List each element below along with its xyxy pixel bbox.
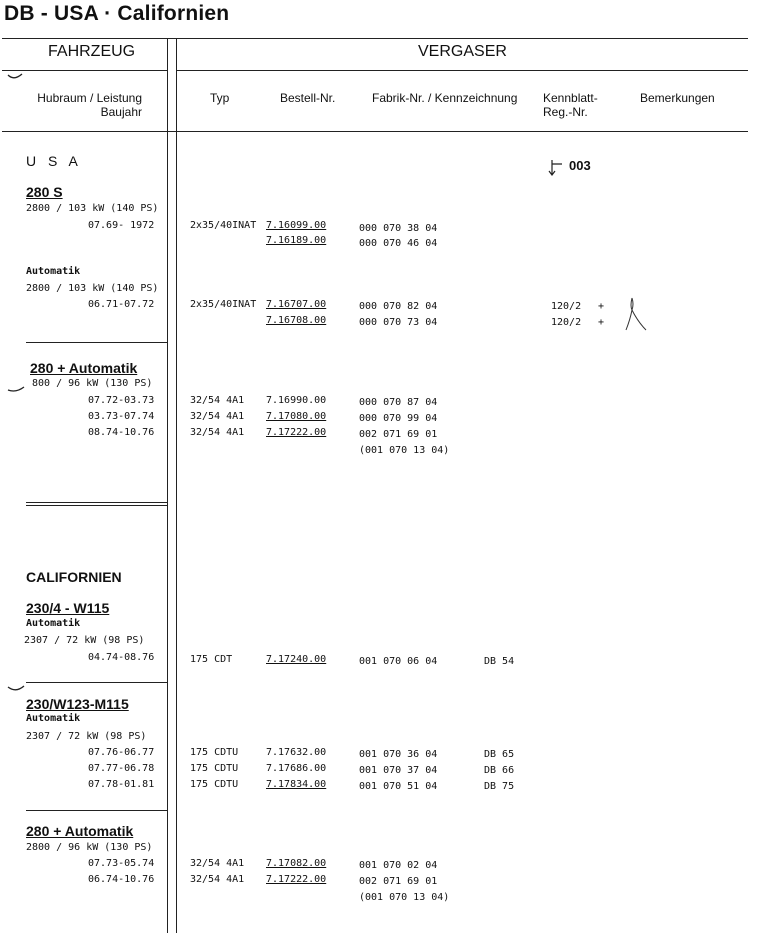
divider-230 bbox=[26, 682, 167, 683]
tick-mark-icon bbox=[6, 384, 26, 394]
bestell-230-w123-2: 7.17686.00 bbox=[266, 763, 327, 774]
fabrik-280-automatik-usa-1: 000 070 87 04 bbox=[359, 397, 438, 408]
year-280-automatik-usa-1: 07.72-03.73 bbox=[88, 395, 155, 406]
bracket-annotation-icon bbox=[622, 296, 648, 334]
page-title: DB - USA · Californien bbox=[4, 2, 230, 25]
header-reg-nr: Reg.-Nr. bbox=[543, 105, 588, 119]
power-280s: 2800 / 103 kW (140 PS) bbox=[26, 203, 159, 214]
bestell-280s-automatik-2: 7.16708.00 bbox=[266, 315, 327, 326]
year-280s-automatik: 06.71-07.72 bbox=[88, 299, 155, 310]
power-280-automatik-usa: 800 / 96 kW (130 PS) bbox=[32, 378, 153, 389]
year-280-automatik-cal-1: 07.73-05.74 bbox=[88, 858, 155, 869]
bestell-230-w123-3: 7.17834.00 bbox=[266, 779, 327, 790]
fabrik-280s-automatik-2: 000 070 73 04 bbox=[359, 317, 438, 328]
typ-280s-1: 2x35/40INAT bbox=[190, 220, 257, 231]
header-baujahr: Baujahr bbox=[100, 105, 142, 119]
section-divider-1 bbox=[26, 502, 167, 503]
typ-280-automatik-cal-2: 32/54 4A1 bbox=[190, 874, 245, 885]
typ-230-w123-2: 175 CDTU bbox=[190, 763, 239, 774]
reference-arrow-icon bbox=[547, 158, 567, 178]
header-fahrzeug: FAHRZEUG bbox=[48, 43, 136, 60]
fabrik-230-w115-1: 001 070 06 04 bbox=[359, 656, 438, 667]
kenn-280s-automatik-1: 120/2 bbox=[551, 301, 582, 312]
fabrik-280-automatik-usa-3: 002 071 69 01 bbox=[359, 429, 438, 440]
kennblatt-reference: 003 bbox=[569, 158, 591, 173]
column-divider-right bbox=[176, 38, 177, 933]
typ-280-automatik-usa-1: 32/54 4A1 bbox=[190, 395, 245, 406]
header-fabrik: Fabrik-Nr. / Kennzeichnung bbox=[372, 91, 518, 105]
power-280s-automatik: 2800 / 103 kW (140 PS) bbox=[26, 283, 159, 294]
year-280-automatik-usa-3: 08.74-10.76 bbox=[88, 427, 155, 438]
bestell-230-w115-1: 7.17240.00 bbox=[266, 654, 327, 665]
column-divider-left bbox=[167, 38, 168, 933]
bestell-230-w123-1: 7.17632.00 bbox=[266, 747, 327, 758]
sub-280s-automatik: Automatik bbox=[26, 266, 81, 277]
fabrik-230-w123-2: 001 070 37 04 bbox=[359, 765, 438, 776]
section-divider-2 bbox=[26, 505, 167, 506]
year-280s: 07.69- 1972 bbox=[88, 220, 155, 231]
sub-230-w123-automatik: Automatik bbox=[26, 713, 81, 724]
fabrik-280-automatik-usa-extra: (001 070 13 04) bbox=[359, 445, 450, 456]
year-230-w123-1: 07.76-06.77 bbox=[88, 747, 155, 758]
year-230-w123-2: 07.77-06.78 bbox=[88, 763, 155, 774]
year-230-w123-3: 07.78-01.81 bbox=[88, 779, 155, 790]
mark-280s-automatik-1: + bbox=[598, 301, 605, 312]
fabrik-280-automatik-cal-2: 002 071 69 01 bbox=[359, 876, 438, 887]
fabrik-280-automatik-cal-extra: (001 070 13 04) bbox=[359, 892, 450, 903]
kenn-230-w123-3: DB 75 bbox=[484, 781, 515, 792]
header-bemerkungen: Bemerkungen bbox=[640, 91, 715, 105]
power-230-w115: 2307 / 72 kW (98 PS) bbox=[24, 635, 145, 646]
typ-230-w115-1: 175 CDT bbox=[190, 654, 233, 665]
bestell-280-automatik-cal-2: 7.17222.00 bbox=[266, 874, 327, 885]
bestell-280s-2: 7.16189.00 bbox=[266, 235, 327, 246]
bestell-280-automatik-usa-2: 7.17080.00 bbox=[266, 411, 327, 422]
header-vergaser: VERGASER bbox=[418, 43, 507, 60]
kenn-230-w123-2: DB 66 bbox=[484, 765, 515, 776]
bestell-280s-1: 7.16099.00 bbox=[266, 220, 327, 231]
fahrzeug-underline bbox=[2, 70, 167, 71]
model-230-w115: 230/4 - W115 bbox=[26, 600, 110, 616]
tick-mark-icon bbox=[6, 684, 26, 694]
header-typ: Typ bbox=[210, 91, 230, 105]
typ-280-automatik-cal-1: 32/54 4A1 bbox=[190, 858, 245, 869]
table-top-border bbox=[2, 38, 748, 39]
fabrik-280s-2: 000 070 46 04 bbox=[359, 238, 438, 249]
mark-280s-automatik-2: + bbox=[598, 317, 605, 328]
section-californien: CALIFORNIEN bbox=[26, 569, 122, 585]
model-280-automatik-usa: 280 + Automatik bbox=[30, 360, 138, 376]
fabrik-230-w123-1: 001 070 36 04 bbox=[359, 749, 438, 760]
bestell-280-automatik-cal-1: 7.17082.00 bbox=[266, 858, 327, 869]
fabrik-280-automatik-cal-1: 001 070 02 04 bbox=[359, 860, 438, 871]
model-280s: 280 S bbox=[26, 184, 63, 200]
kenn-280s-automatik-2: 120/2 bbox=[551, 317, 582, 328]
kenn-230-w123-1: DB 65 bbox=[484, 749, 515, 760]
header-hubraum: Hubraum / Leistung bbox=[37, 91, 142, 105]
year-280-automatik-usa-2: 03.73-07.74 bbox=[88, 411, 155, 422]
power-230-w123: 2307 / 72 kW (98 PS) bbox=[26, 731, 147, 742]
divider-280 bbox=[26, 342, 167, 343]
kenn-230-w115-1: DB 54 bbox=[484, 656, 515, 667]
year-230-w115-1: 04.74-08.76 bbox=[88, 652, 155, 663]
header-kennblatt: Kennblatt- bbox=[543, 91, 598, 105]
typ-280-automatik-usa-2: 32/54 4A1 bbox=[190, 411, 245, 422]
tick-mark-icon bbox=[6, 72, 24, 82]
sub-230-w115-automatik: Automatik bbox=[26, 618, 81, 629]
power-280-automatik-cal: 2800 / 96 kW (130 PS) bbox=[26, 842, 153, 853]
model-230-w123: 230/W123-M115 bbox=[26, 696, 129, 712]
vergaser-underline bbox=[176, 70, 748, 71]
year-280-automatik-cal-2: 06.74-10.76 bbox=[88, 874, 155, 885]
fabrik-230-w123-3: 001 070 51 04 bbox=[359, 781, 438, 792]
typ-280-automatik-usa-3: 32/54 4A1 bbox=[190, 427, 245, 438]
section-usa: U S A bbox=[26, 153, 82, 169]
fabrik-280-automatik-usa-2: 000 070 99 04 bbox=[359, 413, 438, 424]
bestell-280-automatik-usa-3: 7.17222.00 bbox=[266, 427, 327, 438]
bestell-280-automatik-usa-1: 7.16990.00 bbox=[266, 395, 327, 406]
typ-280s-automatik-1: 2x35/40INAT bbox=[190, 299, 257, 310]
typ-230-w123-3: 175 CDTU bbox=[190, 779, 239, 790]
typ-230-w123-1: 175 CDTU bbox=[190, 747, 239, 758]
header-bestell: Bestell-Nr. bbox=[280, 91, 336, 105]
bestell-280s-automatik-1: 7.16707.00 bbox=[266, 299, 327, 310]
divider-280-cal bbox=[26, 810, 167, 811]
fabrik-280s-1: 000 070 38 04 bbox=[359, 223, 438, 234]
fabrik-280s-automatik-1: 000 070 82 04 bbox=[359, 301, 438, 312]
model-280-automatik-cal: 280 + Automatik bbox=[26, 823, 134, 839]
header-bottom-border bbox=[2, 131, 748, 132]
